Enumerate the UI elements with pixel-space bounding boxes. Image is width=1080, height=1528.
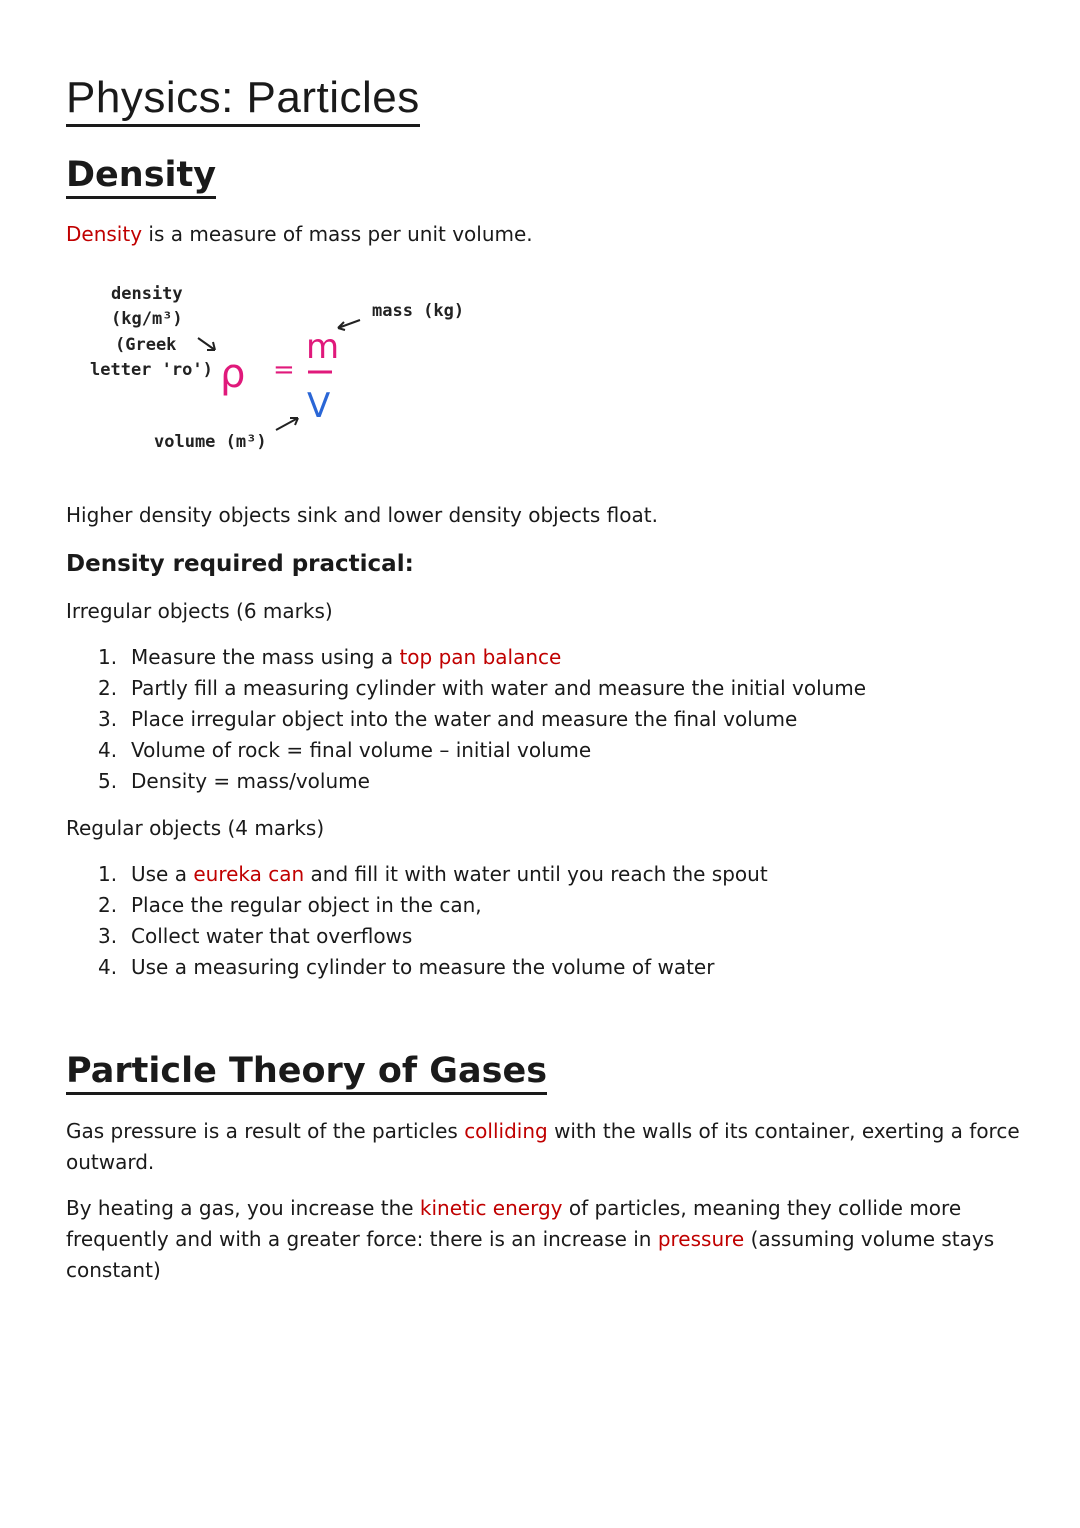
label-letter-ro: letter 'ro') bbox=[90, 360, 213, 380]
density-definition bbox=[66, 219, 533, 250]
highlight-colliding: colliding bbox=[464, 1119, 548, 1143]
irregular-steps-list bbox=[98, 642, 866, 797]
list-item: 3. Place irregular object into the water and measure the final volume bbox=[98, 707, 798, 731]
list-item: 5. Density = mass/volume bbox=[98, 769, 370, 793]
list-item: 2. Partly fill a measuring cylinder with water and measure the initial volume bbox=[98, 676, 867, 700]
list-item: 4. Volume of rock = final volume – initial volume bbox=[98, 738, 592, 762]
list-item: 3. Collect water that overflows bbox=[98, 924, 413, 948]
arrow-to-volume-icon bbox=[276, 418, 298, 430]
label-mass: mass (kg) bbox=[372, 301, 465, 321]
label-greek: (Greek bbox=[115, 335, 177, 355]
density-formula-diagram bbox=[80, 280, 480, 480]
list-item: 1. Use a eureka can and fill it with water until you reach the spout bbox=[98, 862, 768, 886]
density-heading: Density bbox=[66, 154, 216, 199]
rho-symbol: ρ bbox=[220, 351, 246, 397]
density-term: Density bbox=[66, 222, 143, 246]
volume-symbol: V bbox=[307, 386, 331, 426]
highlight-kinetic-energy: kinetic energy bbox=[419, 1196, 563, 1220]
mass-symbol: m bbox=[306, 327, 340, 367]
practical-heading: Density required practical: bbox=[66, 551, 414, 577]
heating-gas-paragraph: By heating a gas, you increase the kinetic energy of particles, meaning they collide more frequently and with a greater force: there is an increase in pressure (assuming volume stays constant) bbox=[66, 1196, 995, 1282]
gases-heading: Particle Theory of Gases bbox=[66, 1050, 547, 1095]
highlight-eureka-can: eureka can bbox=[193, 862, 305, 886]
equals-symbol: = bbox=[273, 355, 295, 385]
irregular-heading: Irregular objects (6 marks) bbox=[66, 599, 333, 623]
highlight-pressure: pressure bbox=[657, 1227, 745, 1251]
arrow-to-mass-icon bbox=[338, 320, 360, 330]
label-volume: volume (m³) bbox=[154, 432, 267, 452]
arrow-to-rho-icon bbox=[198, 338, 215, 350]
highlight-top-pan-balance: top pan balance bbox=[399, 645, 562, 669]
float-sink-text: Higher density objects sink and lower density objects float. bbox=[66, 503, 658, 527]
label-density-word: density bbox=[111, 284, 183, 304]
regular-heading: Regular objects (4 marks) bbox=[66, 816, 325, 840]
list-item: 1. Measure the mass using a top pan balance bbox=[98, 645, 562, 669]
regular-steps-list bbox=[98, 859, 768, 983]
list-item: 2. Place the regular object in the can, bbox=[98, 893, 482, 917]
label-density-units: (kg/m³) bbox=[111, 309, 183, 329]
list-item: 4. Use a measuring cylinder to measure the volume of water bbox=[98, 955, 715, 979]
gas-pressure-paragraph: Gas pressure is a result of the particles colliding with the walls of its container, exerting a force outward. bbox=[66, 1119, 1020, 1174]
page-title: Physics: Particles bbox=[66, 72, 420, 127]
density-definition-text: is a measure of mass per unit volume. bbox=[142, 222, 533, 246]
